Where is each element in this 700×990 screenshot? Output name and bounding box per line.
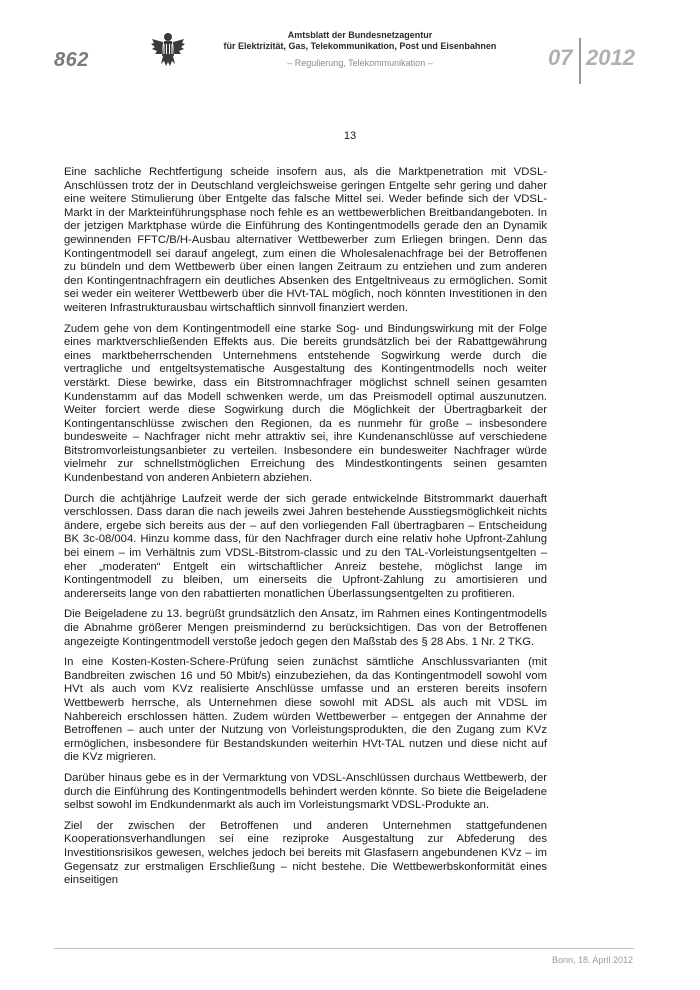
issue-year: 2012	[586, 45, 635, 70]
paragraph: Zudem gehe von dem Kontingentmodell eine starke Sog- und Bindungswirkung mit der Folge eines marktverschließenden Effekts aus. Die bereits grundsätzlich bei der Rabattgewährung eines marktbeherrschenden Unternehmens entstehende Sogwirkung werde durch die vertragliche und entgeltsystematische Ausgestaltung des Kontingentmodells noch weiter verstärkt. Diese bewirke, dass ein Bitstromnachfrager möglichst schnell seinen gesamten Kundenstamm auf das Modell schwenken werde, um das Preismodell optimal auszunutzen. Weiter forciert werde diese Sogwirkung durch die Möglichkeit der Übertragbarkeit der Kontingentanschlüsse zwischen den Regionen, da es nunmehr für große – insbesondere bundesweite – Nachfrager nicht mehr attraktiv sei, ihre Kundenanschlüsse auf verschiedene Bitstromvorleistungsanbieter zu verteilen. Insbesondere ein bundesweiter Nachfrager würde vielmehr zur schnellstmöglichen Erreichung des Mindestkontingents seinen gesamten Kundenbestand von anderen Anbietern abziehen.	[64, 322, 547, 485]
masthead-title: Amtsblatt der Bundesnetzagentur	[287, 30, 433, 40]
masthead-subtitle: – Regulierung, Telekommunikation –	[287, 58, 433, 68]
masthead	[210, 30, 510, 69]
body-text	[64, 166, 547, 895]
paragraph: Eine sachliche Rechtfertigung scheide insofern aus, als die Marktpenetration mit VDSL-Anschlüssen trotz der in Deutschland vergleichsweise geringen Entgelte sehr gering und daher eine weitere Stimulierung über Entgelte das falsche Mittel sei. Weder befinde sich der VDSL-Markt in der Markteinführungsphase noch fehle es an wettbewerblichen Breitbandangeboten. In der jetzigen Marktphase würde die Einführung des Kontingentmodells gerade den an Dynamik gewinnenden FFTC/B/H-Ausbau alternativer Wettbewerber zum Erliegen bringen. Denn das Kontingentmodell sei darauf angelegt, zum einen die Wholesalenachfrage bei der Betroffenen zu bündeln und dem Wettbewerb über einen langen Zeitraum zu entziehen und zum anderen den Kontingentnachfragern ein deutliches Absenken des Entgeltniveaus zu ermöglichen. Somit sei weder ein weiterer Wettbewerb über die HVt-TAL möglich, noch könnten Investitionen in den weiteren Infrastrukturausbau wirtschaftlich sinnvoll finanziert werden.	[64, 166, 547, 314]
footer-divider	[54, 948, 634, 949]
footer-date: Bonn, 18. April 2012	[551, 955, 633, 965]
issue-number: 07	[548, 45, 573, 70]
masthead-title-line2: für Elektrizität, Gas, Telekommunikation, Post und Eisenbahnen	[223, 41, 497, 51]
paragraph: In eine Kosten-Kosten-Schere-Prüfung seien zunächst sämtliche Anschlussvarianten (mit Bandbreiten zwischen 16 und 50 Mbit/s) einzubeziehen, da das Kontingentmodell sowohl vom HVt als auch vom KVz realisierte Anschlüsse umfasse und an ersteren bereits insofern Wettbewerb herrsche, als Unternehmen diese sowohl mit ADSL als auch mit VDSL im Nahbereich erschlossen hätten. Zudem würden Wettbewerber – entgegen der Annahme der Betroffenen – auch unter der Nutzung von Vorleistungsprodukten, die den Zugang zum KVz ermöglichen, insbesondere für Bestandskunden weiterhin HVt-TAL nutzen und diese nicht auf die KVz migrieren.	[64, 656, 547, 764]
issue-divider	[579, 38, 581, 84]
section-number: 13	[343, 130, 357, 142]
paragraph: Die Beigeladene zu 13. begrüßt grundsätzlich den Ansatz, im Rahmen eines Kontingentmodells die Abnahme größerer Mengen preismindernd zu berücksichtigen. Das von der Betroffenen angezeigte Kontingentmodell verstoße jedoch gegen den Maßstab des § 28 Abs. 1 Nr. 2 TKG.	[64, 608, 547, 648]
federal-eagle-icon	[150, 30, 186, 70]
paragraph: Ziel der zwischen der Betroffenen und anderen Unternehmen stattgefundenen Kooperationsverhandlungen sei eine reziproke Ausgestaltung zur Abfederung des Investitionsrisikos gewesen, welches jedoch bei bereits mit Glasfasern angebundenen KVz – im Gegensatz zur erstmaligen Erschließung – nicht bestehe. Die Wettbewerbskonformität eines einseitigen	[64, 819, 547, 887]
paragraph: Durch die achtjährige Laufzeit werde der sich gerade entwickelnde Bitstrommarkt dauerhaft verschlossen. Dass daran die nach jeweils zwei Jahren bestehende Ausstiegsmöglichkeit nichts ändere, ergebe sich bereits aus der – auf den vorliegenden Fall übertragbaren – Entscheidung BK 3c-08/004. Hinzu komme dass, für den Nachfrager durch eine relativ hohe Upfront-Zahlung bei einem – im Verhältnis zum VDSL-Bitstrom-classic und zu den TAL-Vorleistungsentgelten – eher „moderaten“ Entgelt ein wirtschaftlicher Anreiz bestehe, möglichst lange im Kontingentmodell zu bleiben, um einerseits die Upfront-Zahlung zu amortisieren und andererseits lange von den rabattierten monatlichen Überlassungsentgelten zu profitieren.	[64, 492, 547, 600]
page-number: 862	[54, 49, 89, 71]
paragraph: Darüber hinaus gebe es in der Vermarktung von VDSL-Anschlüssen durchaus Wettbewerb, der durch die Einführung des Kontingentmodells behindert werden könnte. So biete die Beigeladene selbst sowohl im Endkundenmarkt als auch im Vorleistungsmarkt VDSL-Produkte an.	[64, 771, 547, 812]
